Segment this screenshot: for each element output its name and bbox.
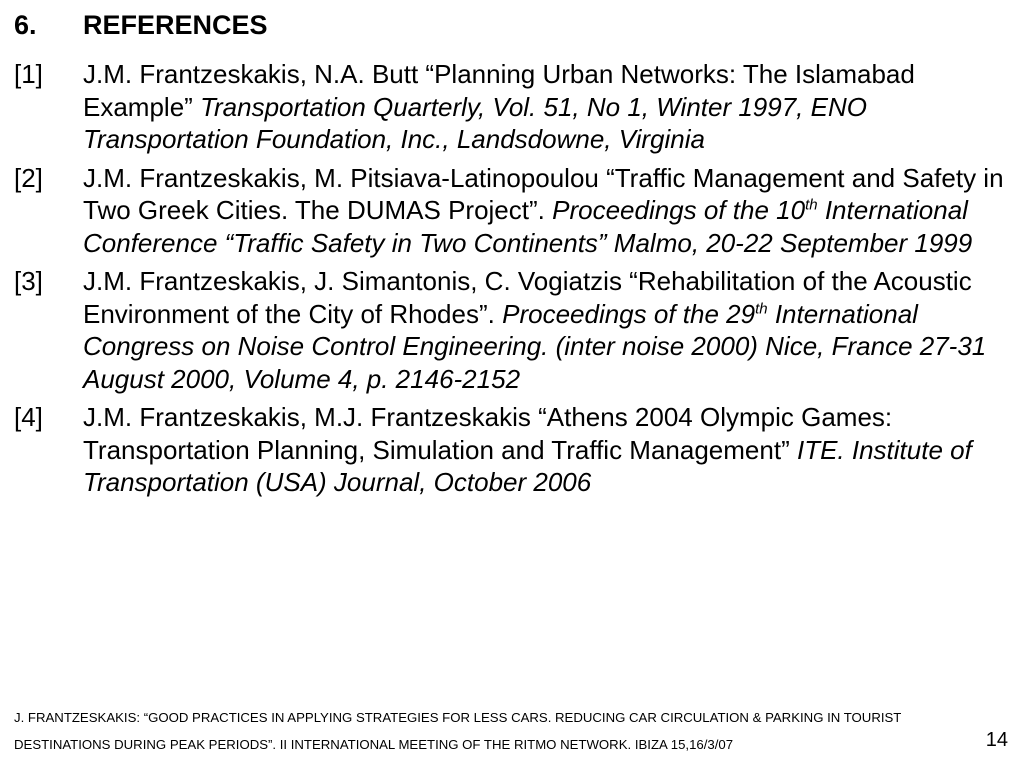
ordinal-suffix: th (805, 196, 818, 214)
reference-source-end: International Congress on Noise Control Engineering. (inter noise 2000) Nice, France 27-31 August 2000, Volume 4, p. 2146-2152 (83, 298, 987, 394)
reference-source-start: Proceedings of the 29 (502, 298, 756, 329)
ordinal-suffix: th (755, 299, 768, 317)
reference-index: [2] (14, 162, 43, 193)
reference-source: Transportation Quarterly, Vol. 51, No 1, Winter 1997, ENO Transportation Foundation, Inc., Landsdowne, Virginia (83, 91, 867, 154)
section-number: 6. (14, 10, 37, 40)
reference-source: ITE. Institute of Transportation (USA) Journal, October 2006 (83, 434, 972, 497)
reference-item-1 (14, 58, 1020, 156)
footer-citation: J. FRANTZESKAKIS: “GOOD PRACTICES IN APPLYING STRATEGIES FOR LESS CARS. REDUCING CAR CIRCULATION & PARKING IN TOURIST DESTINATIONS DURING PEAK PERIODS”. II INTERNATIONAL MEETING OF THE RITMO NETWORK. IBIZA 15,16/3/07 (14, 710, 902, 752)
reference-authors-title: J.M. Frantzeskakis, M. Pitsiava-Latinopoulou “Traffic Management and Safety in Two Greek Cities. The DUMAS Project”. (83, 162, 1004, 225)
reference-index: [1] (14, 59, 43, 89)
reference-authors-title: J.M. Frantzeskakis, M.J. Frantzeskakis “Athens 2004 Olympic Games: Transportation Planning, Simulation and Traffic Management” (83, 402, 893, 465)
section-heading (14, 8, 268, 42)
reference-item-2 (14, 162, 1020, 260)
reference-source-end: International Conference “Traffic Safety in Two Continents” Malmo, 20-22 September 1999 (83, 195, 973, 258)
reference-authors-title: J.M. Frantzeskakis, J. Simantonis, C. Vogiatzis “Rehabilitation of the Acoustic Environment of the City of Rhodes”. (83, 266, 972, 329)
reference-item-3 (14, 265, 1020, 395)
page-number: 14 (985, 729, 1008, 751)
reference-source-start: Proceedings of the 10 (552, 195, 806, 225)
reference-index: [4] (14, 402, 43, 432)
reference-list (14, 58, 1020, 505)
reference-index: [3] (14, 266, 43, 296)
reference-authors-title: J.M. Frantzeskakis, N.A. Butt “Planning Urban Networks: The Islamabad Example” (83, 59, 915, 122)
reference-item-4 (14, 401, 1020, 499)
section-title: REFERENCES (83, 10, 268, 40)
